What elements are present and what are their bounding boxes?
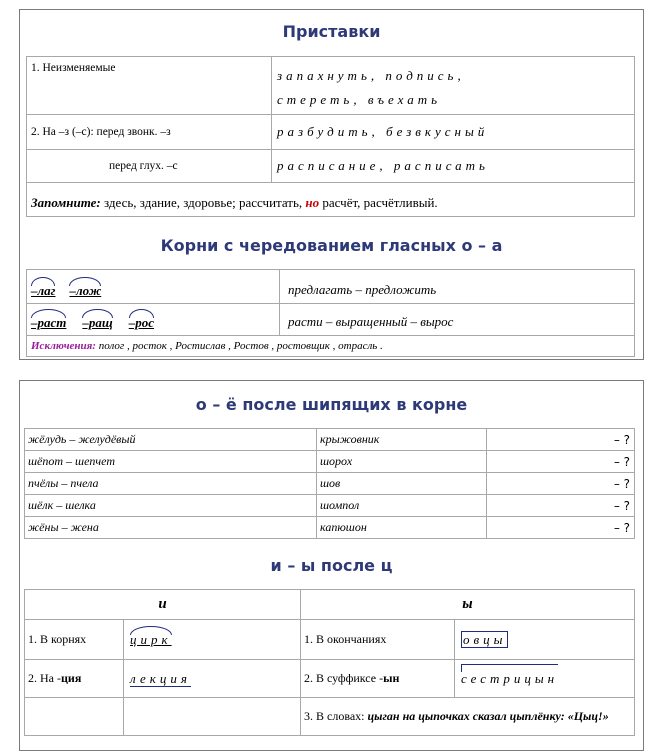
oe-question: – ? bbox=[487, 451, 635, 473]
oe-word: шов bbox=[317, 473, 487, 495]
iy-rule-i-1: 1. В корнях bbox=[25, 620, 124, 660]
iy-note: 3. В словах: цыган на цыпочках сказал цыплёнку: «Цыц!» bbox=[301, 698, 635, 736]
prefixes-title: Приставки bbox=[282, 22, 381, 41]
table-row bbox=[27, 57, 635, 115]
roots-table bbox=[26, 269, 635, 357]
example-line: запахнуть, подпись, bbox=[277, 67, 465, 83]
example-line: стереть, въехать bbox=[277, 91, 442, 107]
iy-example-y-1 bbox=[455, 620, 635, 660]
table-row bbox=[27, 115, 635, 150]
roots-right-row-2: расти – выращенный – вырос bbox=[280, 304, 635, 336]
roots-title: Корни с чередованием гласных о – а bbox=[160, 236, 503, 255]
oe-example: шёлк – шелка bbox=[25, 495, 317, 517]
exception-word: полог bbox=[98, 340, 125, 352]
oe-word: шомпол bbox=[317, 495, 487, 517]
oe-question: – ? bbox=[487, 429, 635, 451]
ending-box-icon: овцы bbox=[463, 631, 507, 647]
table-row bbox=[25, 517, 635, 539]
exception-word: Ростов bbox=[233, 340, 269, 352]
empty-cell bbox=[124, 698, 301, 736]
roots-left-row-2 bbox=[27, 304, 280, 336]
suffix-cap-icon bbox=[461, 664, 558, 672]
remember-text-2: расчёт, расчётливый. bbox=[322, 194, 438, 210]
remember-no: но bbox=[305, 194, 320, 210]
iy-rule-y-1: 1. В окончаниях bbox=[301, 620, 455, 660]
exception-word: отрасль bbox=[338, 340, 378, 352]
root-arc-icon bbox=[130, 626, 172, 635]
oe-example: пчёлы – пчела bbox=[25, 473, 317, 495]
remember-label: Запомните: bbox=[31, 194, 101, 210]
oe-question: – ? bbox=[487, 495, 635, 517]
prefix-example-1 bbox=[272, 57, 635, 115]
remember-note bbox=[27, 183, 635, 217]
iy-header-i: и bbox=[25, 590, 301, 620]
table-row bbox=[25, 429, 635, 451]
table-row bbox=[25, 620, 635, 660]
prefixes-panel bbox=[19, 9, 644, 360]
oe-title: о – ё после шипящих в корне bbox=[195, 395, 468, 414]
root-arc-icon bbox=[31, 309, 66, 318]
remember-text-1: здесь, здание, здоровье; рассчитать, bbox=[104, 194, 303, 210]
table-row bbox=[27, 183, 635, 217]
root-arc-icon bbox=[69, 277, 101, 286]
prefix-rule-1: 1. Неизменяемые bbox=[27, 57, 272, 115]
prefix-example-2: разбудить, безвкусный bbox=[272, 115, 635, 150]
roots-left-row-1 bbox=[27, 270, 280, 304]
prefixes-table bbox=[26, 56, 635, 217]
table-row bbox=[25, 590, 635, 620]
oe-question: – ? bbox=[487, 517, 635, 539]
iy-rule-i-2: 2. На -ция bbox=[25, 660, 124, 698]
roots-right-row-1: предлагать – предложить bbox=[280, 270, 635, 304]
prefix-example-3: расписание, расписать bbox=[272, 150, 635, 183]
oe-question: – ? bbox=[487, 473, 635, 495]
iy-rule-y-2: 2. В суффиксе -ын bbox=[301, 660, 455, 698]
spelling-panel bbox=[19, 380, 644, 751]
prefix-rule-2: 2. На –з (–с): перед звонк. –з bbox=[27, 115, 272, 150]
iy-example-i-2: лекция bbox=[124, 660, 301, 698]
exception-word: росток bbox=[132, 340, 167, 352]
exception-word: Ростислав bbox=[175, 340, 226, 352]
empty-cell bbox=[25, 698, 124, 736]
root-rast: –раст bbox=[31, 315, 66, 331]
table-row bbox=[25, 495, 635, 517]
oe-example: жёлудь – желудёвый bbox=[25, 429, 317, 451]
exceptions-row: Исключения: полог , росток , Ростислав , Ростов , ростовщик , отрасль . bbox=[27, 336, 635, 357]
oe-example: жёны – жена bbox=[25, 517, 317, 539]
oe-word: крыжовник bbox=[317, 429, 487, 451]
oe-word: капюшон bbox=[317, 517, 487, 539]
root-rashch: –ращ bbox=[82, 315, 112, 331]
oe-word: шорох bbox=[317, 451, 487, 473]
iy-header-y: ы bbox=[301, 590, 635, 620]
table-row bbox=[25, 451, 635, 473]
iy-title: и – ы после ц bbox=[270, 556, 393, 575]
table-row bbox=[27, 270, 635, 304]
iy-table bbox=[24, 589, 635, 736]
oe-table bbox=[24, 428, 635, 539]
root-arc-icon bbox=[82, 309, 112, 318]
root-arc-icon bbox=[129, 309, 154, 318]
iy-example-i-1: цирк bbox=[124, 620, 301, 660]
prefix-rule-3: перед глух. –с bbox=[27, 150, 272, 183]
table-row bbox=[27, 304, 635, 336]
root-ros: –рос bbox=[129, 315, 154, 331]
root-arc-icon bbox=[31, 277, 55, 286]
iy-example-y-2: сестрицын bbox=[455, 660, 635, 698]
exception-word: ростовщик bbox=[276, 340, 330, 352]
table-row bbox=[25, 473, 635, 495]
table-row bbox=[25, 660, 635, 698]
exceptions-label: Исключения: bbox=[31, 340, 96, 352]
table-row bbox=[27, 150, 635, 183]
table-row bbox=[27, 336, 635, 357]
root-lag: –лаг bbox=[31, 283, 55, 299]
table-row bbox=[25, 698, 635, 736]
root-lozh: –лож bbox=[69, 283, 101, 299]
oe-example: шёпот – шепчет bbox=[25, 451, 317, 473]
